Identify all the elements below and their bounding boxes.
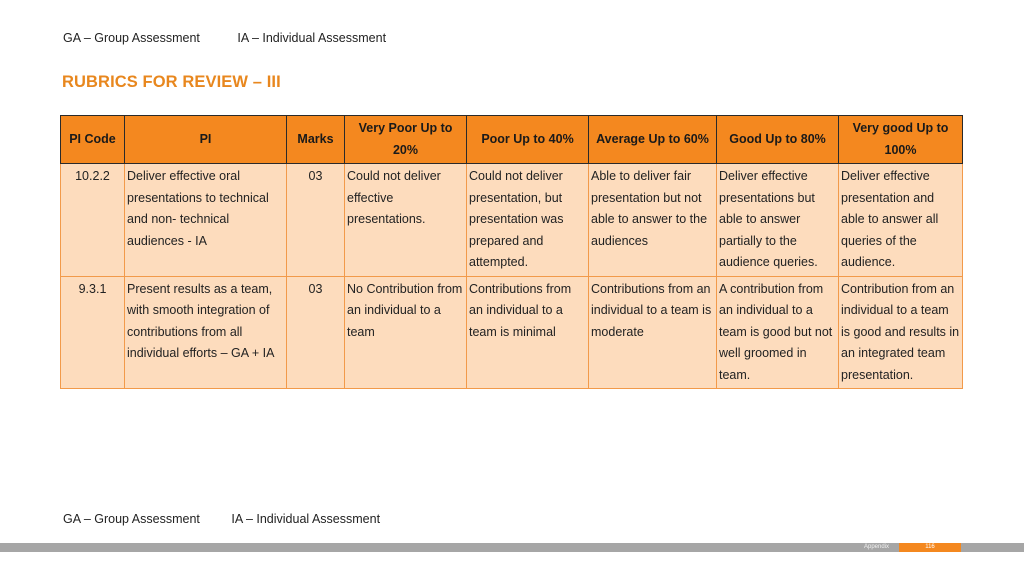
header-very-good: Very good Up to 100% — [839, 116, 963, 164]
cell-poor: Contributions from an individual to a team is minimal — [467, 276, 589, 389]
header-pi-code: PI Code — [61, 116, 125, 164]
cell-very-good: Contribution from an individual to a team is good and results in an integrated team presentation. — [839, 276, 963, 389]
cell-very-good: Deliver effective presentation and able to answer all queries of the audience. — [839, 164, 963, 277]
cell-pi-code: 9.3.1 — [61, 276, 125, 389]
cell-very-poor: Could not deliver effective presentations. — [345, 164, 467, 277]
legend-ia: IA – Individual Assessment — [237, 31, 387, 45]
legend-ga: GA – Group Assessment — [63, 512, 200, 526]
header-poor: Poor Up to 40% — [467, 116, 589, 164]
page-title: RUBRICS FOR REVIEW – III — [62, 73, 281, 91]
header-pi: PI — [125, 116, 287, 164]
header-marks: Marks — [287, 116, 345, 164]
cell-pi: Present results as a team, with smooth integration of contributions from all individual efforts – GA + IA — [125, 276, 287, 389]
header-row — [61, 116, 963, 164]
legend-ga: GA – Group Assessment — [63, 31, 200, 45]
cell-very-poor: No Contribution from an individual to a team — [345, 276, 467, 389]
cell-marks: 03 — [287, 276, 345, 389]
legend-ia: IA – Individual Assessment — [231, 512, 381, 526]
table-row — [61, 276, 963, 389]
cell-good: A contribution from an individual to a team is good but not well groomed in team. — [717, 276, 839, 389]
footer-page-number: 116 — [899, 543, 961, 552]
cell-poor: Could not deliver presentation, but presentation was prepared and attempted. — [467, 164, 589, 277]
rubric-table — [60, 115, 963, 389]
cell-marks: 03 — [287, 164, 345, 277]
cell-good: Deliver effective presentations but able to answer partially to the audience queries. — [717, 164, 839, 277]
cell-pi-code: 10.2.2 — [61, 164, 125, 277]
cell-pi: Deliver effective oral presentations to technical and non- technical audiences - IA — [125, 164, 287, 277]
cell-average: Contributions from an individual to a team is moderate — [589, 276, 717, 389]
assessment-legend-bottom — [63, 512, 380, 526]
header-good: Good Up to 80% — [717, 116, 839, 164]
header-very-poor: Very Poor Up to 20% — [345, 116, 467, 164]
table-row — [61, 164, 963, 277]
assessment-legend-top — [63, 31, 386, 45]
footer-section-label: Appendix — [864, 544, 890, 550]
header-average: Average Up to 60% — [589, 116, 717, 164]
cell-average: Able to deliver fair presentation but not able to answer to the audiences — [589, 164, 717, 277]
